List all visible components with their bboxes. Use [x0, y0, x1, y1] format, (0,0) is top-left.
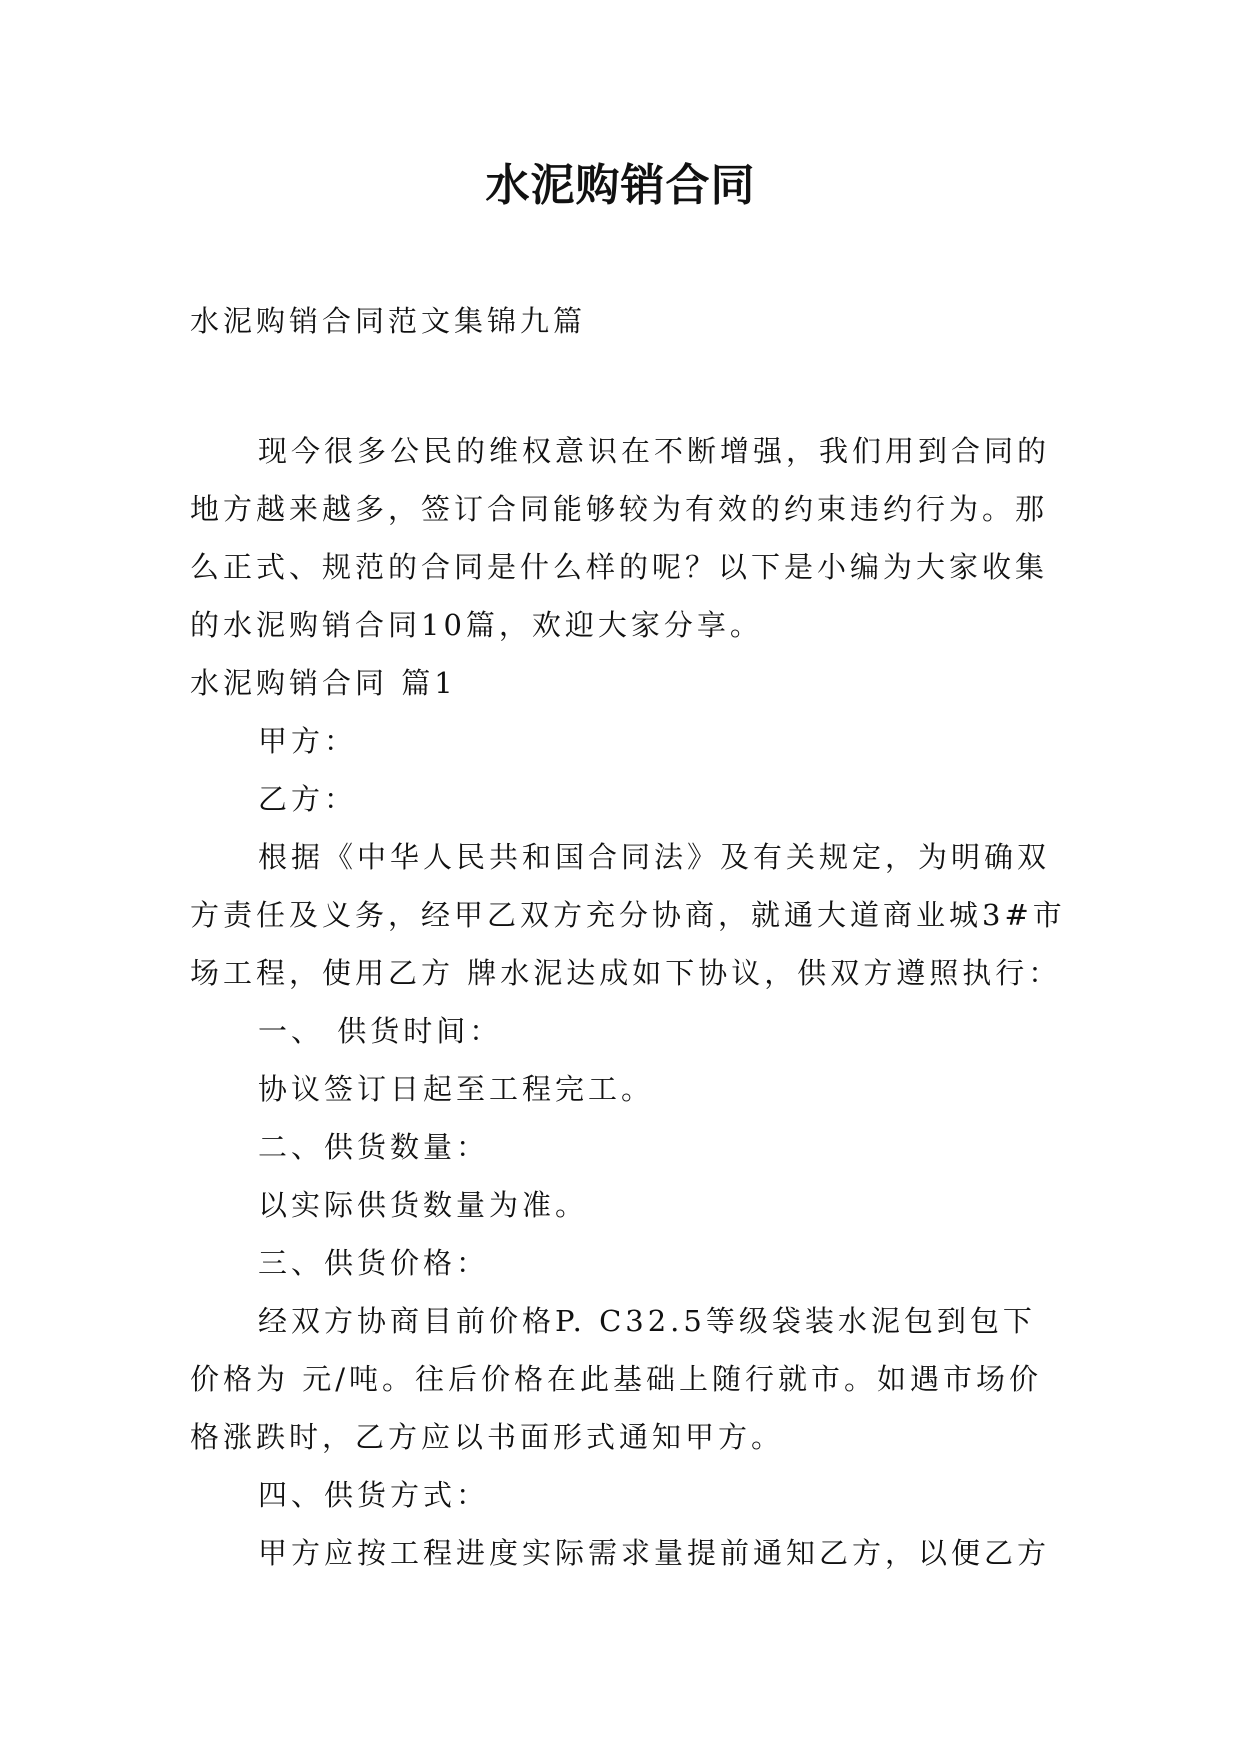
- intro-paragraph-line: 么正式、规范的合同是什么样的呢？以下是小编为大家收集: [190, 550, 1049, 584]
- clause-text: 甲方应按工程进度实际需求量提前通知乙方，以便乙方: [258, 1536, 1051, 1570]
- intro-paragraph-line: 现今很多公民的维权意识在不断增强，我们用到合同的: [258, 434, 1051, 468]
- preamble-line: 方责任及义务，经甲乙双方充分协商，就通大道商业城3#市: [190, 898, 1066, 932]
- document-title: 水泥购销合同: [485, 160, 756, 211]
- clause-text: 价格为 元/吨。往后价格在此基础上随行就市。如遇市场价: [190, 1362, 1042, 1396]
- clause-text: 以实际供货数量为准。: [258, 1188, 589, 1222]
- party-b-label: 乙方：: [258, 782, 358, 816]
- document-subtitle: 水泥购销合同范文集锦九篇: [190, 304, 587, 338]
- paragraph-gap: [190, 350, 1070, 422]
- intro-paragraph-line: 地方越来越多，签订合同能够较为有效的约束违约行为。那: [190, 492, 1049, 526]
- clause-text: 经双方协商目前价格P. C32.5等级袋装水泥包到包下: [258, 1304, 1036, 1338]
- clause-heading: 四、供货方式：: [258, 1478, 490, 1512]
- section-heading: 水泥购销合同 篇1: [190, 666, 457, 700]
- party-a-label: 甲方：: [258, 724, 358, 758]
- clause-heading: 三、供货价格：: [258, 1246, 490, 1280]
- clause-text: 格涨跌时，乙方应以书面形式通知甲方。: [190, 1420, 785, 1454]
- intro-paragraph-line: 的水泥购销合同10篇，欢迎大家分享。: [190, 608, 763, 642]
- clause-heading: 一、 供货时间：: [258, 1014, 503, 1048]
- clause-heading: 二、供货数量：: [258, 1130, 490, 1164]
- preamble-line: 场工程，使用乙方 牌水泥达成如下协议，供双方遵照执行：: [190, 956, 1062, 990]
- preamble-line: 根据《中华人民共和国合同法》及有关规定，为明确双: [258, 840, 1051, 874]
- document-body: [190, 292, 1070, 1582]
- clause-text: 协议签订日起至工程完工。: [258, 1072, 655, 1106]
